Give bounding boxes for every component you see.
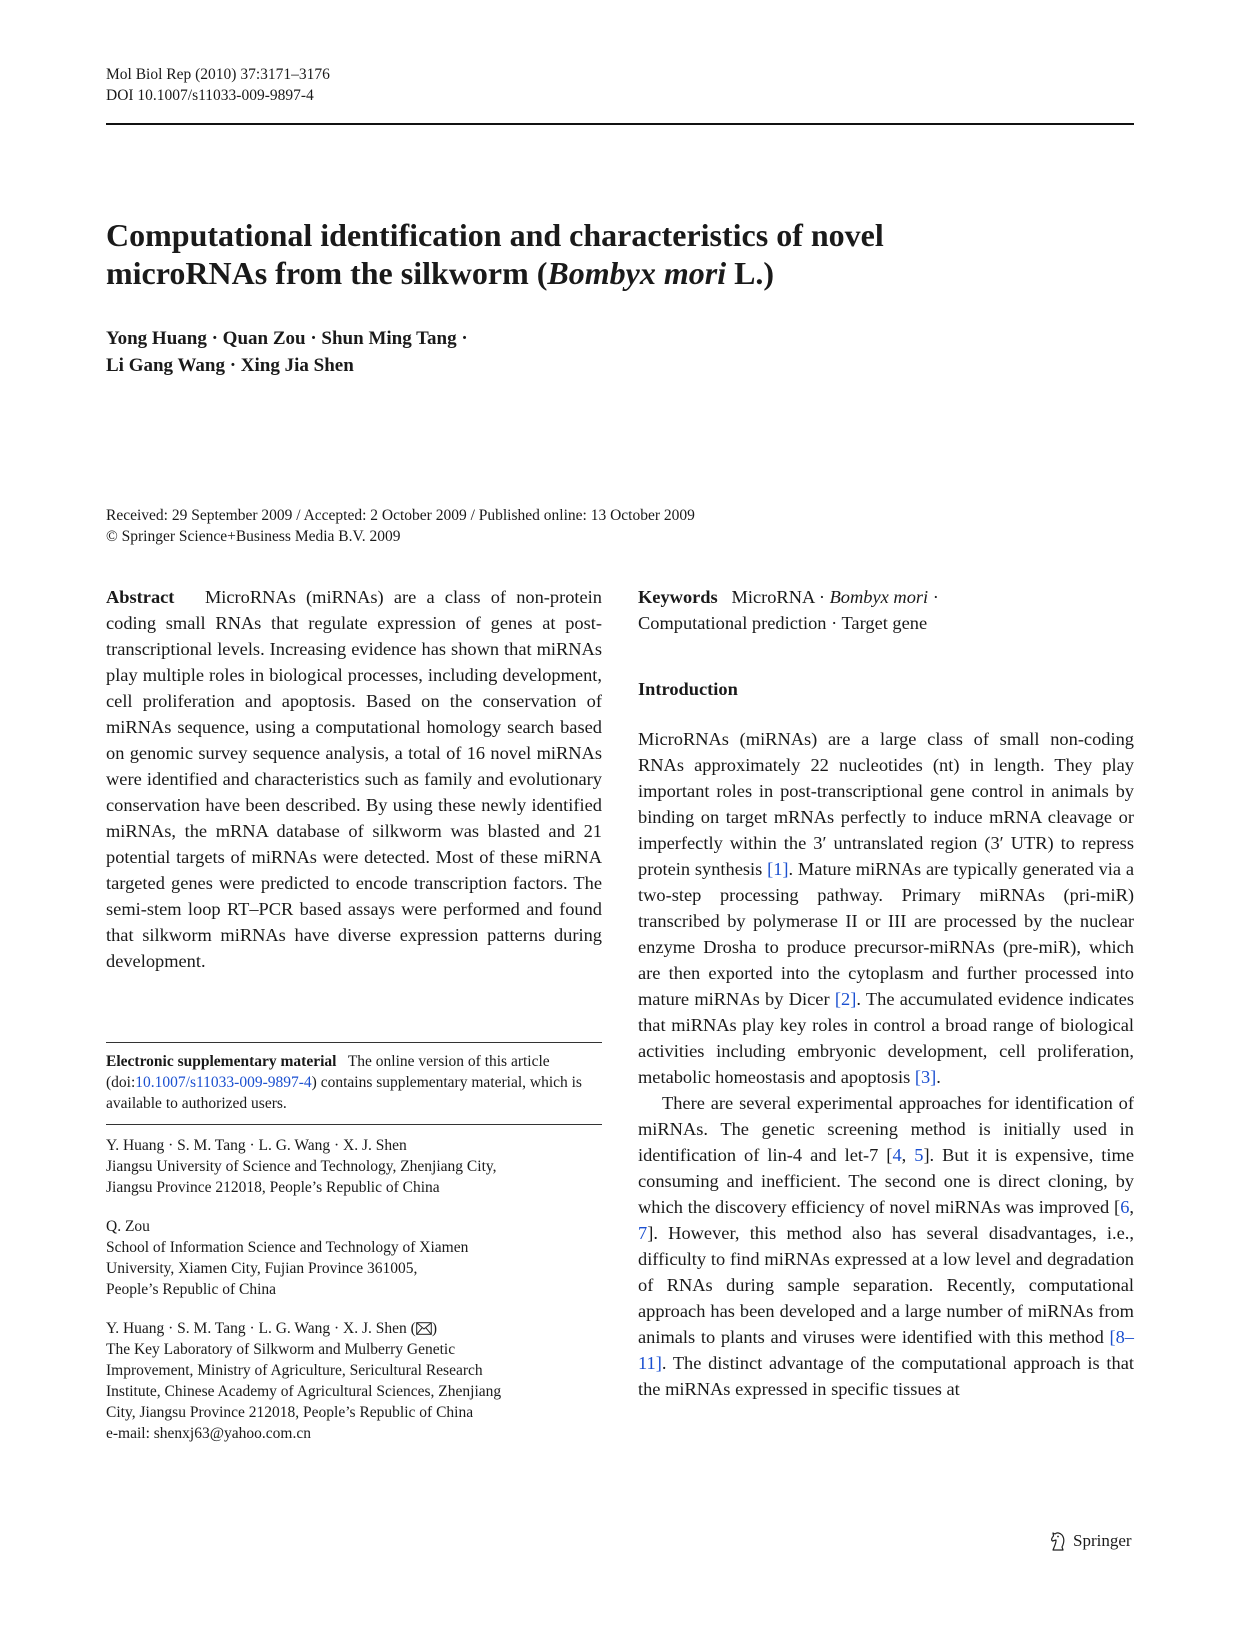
affiliation-2 xyxy=(106,1216,602,1300)
introduction-heading: Introduction xyxy=(638,679,738,699)
keywords: Keywords MicroRNA · Bombyx mori · Computational prediction · Target gene xyxy=(638,587,939,633)
intro-paragraph-1 xyxy=(638,726,1134,1090)
intro-p2-text-3: ]. However, this method also has several disadvantages, i.e., difficulty to find miRNAs expressed at a low level and degradation of RNAs during sample separation. Recently, computational approach has been developed and a large number of miRNAs from animals to plants and viruses were identified with this method xyxy=(638,1223,1134,1347)
intro-paragraph-2 xyxy=(638,1090,1134,1402)
supplementary-note xyxy=(106,1051,602,1114)
corresponding-email[interactable]: e-mail: shenxj63@yahoo.com.cn xyxy=(106,1425,311,1442)
intro-p2-sep-2: , xyxy=(1129,1197,1134,1217)
copyright-notice: © Springer Science+Business Media B.V. 2009 xyxy=(106,528,401,545)
publisher-mark xyxy=(1048,1530,1132,1552)
paper-title xyxy=(106,216,1136,292)
supplementary-text-before: The online version of this article (doi: xyxy=(106,1053,550,1091)
publication-dates xyxy=(106,505,695,547)
affiliation-3-line-4: City, Jiangsu Province 212018, People’s Republic of China xyxy=(106,1404,474,1421)
abstract-text: MicroRNAs (miRNAs) are a class of non-protein coding small RNAs that regulate expression of genes at post-transcriptional levels. Increasing evidence has shown that miRNAs play multiple roles in biological processes, including development, cell proliferation and apoptosis. Based on the conservation of miRNAs sequence, using a computational homology search based on genomic survey sequence analysis, a total of 16 novel miRNAs were identified and characteristics such as family and evolutionary conservation have been described. By using these newly identified miRNAs, the mRNA database of silkworm was blasted and 21 potential targets of miRNAs were detected. Most of these miRNA targeted genes were predicted to encode transcription factors. The semi-stem loop RT–PCR based assays were performed and found that silkworm miRNAs have diverse expression patterns during development. xyxy=(106,587,602,971)
intro-p2-text-1: There are several experimental approaches for identification of miRNAs. The genetic screening method is initially used in identification of lin-4 and let-7 [ xyxy=(638,1093,1134,1165)
received-accepted-published: Received: 29 September 2009 / Accepted: 2 October 2009 / Published online: 13 October 2009 xyxy=(106,507,695,524)
citation-8-11[interactable]: [8–11] xyxy=(638,1327,1134,1373)
title-line-2-prefix: microRNAs from the silkworm ( xyxy=(106,255,548,291)
title-line-2-suffix: L.) xyxy=(726,255,775,291)
affiliation-3-names-row: Y. Huang · S. M. Tang · L. G. Wang · X. J. Shen ( ) xyxy=(106,1320,437,1337)
intro-p1-text-4: . xyxy=(936,1067,941,1087)
affiliation-3-line-2: Improvement, Ministry of Agriculture, Sericultural Research xyxy=(106,1362,483,1379)
affiliation-rule xyxy=(106,1124,602,1125)
springer-knight-icon xyxy=(1048,1530,1068,1552)
journal-citation: Mol Biol Rep (2010) 37:3171–3176 xyxy=(106,66,330,83)
affiliation-3-names: Y. Huang · S. M. Tang · L. G. Wang · X. J. Shen xyxy=(106,1320,407,1337)
affiliation-3-line-3: Institute, Chinese Academy of Agricultural Sciences, Zhenjiang xyxy=(106,1383,502,1400)
keywords-label: Keywords xyxy=(638,587,718,607)
keyword-2: Bombyx mori xyxy=(829,587,929,607)
affiliation-2-line-1: School of Information Science and Technology of Xiamen xyxy=(106,1239,469,1256)
affiliation-1 xyxy=(106,1135,602,1198)
author-list xyxy=(106,325,468,379)
affiliation-2-names: Q. Zou xyxy=(106,1218,150,1235)
keyword-4: Target gene xyxy=(841,613,928,633)
journal-header xyxy=(106,64,330,106)
affiliation-3 xyxy=(106,1318,602,1444)
title-line-1: Computational identification and characteristics of novel xyxy=(106,217,884,253)
publisher-name: Springer xyxy=(1073,1531,1132,1550)
doi-line: DOI 10.1007/s11033-009-9897-4 xyxy=(106,87,314,104)
citation-5[interactable]: 5 xyxy=(914,1145,924,1165)
keyword-3: Computational prediction xyxy=(638,613,827,633)
affiliation-2-line-2: University, Xiamen City, Fujian Province 361005, xyxy=(106,1260,418,1277)
citation-6[interactable]: 6 xyxy=(1120,1197,1130,1217)
affiliation-3-line-1: The Key Laboratory of Silkworm and Mulberry Genetic xyxy=(106,1341,456,1358)
intro-p2-text-2: ]. But it is expensive, time consuming and inefficient. The second one is direct cloning, by which the discovery efficiency of novel miRNAs was improved [ xyxy=(638,1145,1134,1217)
keyword-1: MicroRNA xyxy=(731,587,815,607)
affiliation-1-line-2: Jiangsu Province 212018, People’s Republic of China xyxy=(106,1179,440,1196)
supplementary-text-after: ) contains supplementary material, which is available to authorized users. xyxy=(106,1074,582,1112)
abstract xyxy=(106,584,602,974)
intro-p1-text-1: MicroRNAs (miRNAs) are a large class of small non-coding RNAs approximately 22 nucleotides (nt) in length. They play important roles in post-transcriptional gene control in animals by binding on target mRNAs perfectly to induce mRNA cleavage or imperfectly within the 3′ untranslated region (3′ UTR) to repress protein synthesis xyxy=(638,729,1134,879)
abstract-label: Abstract xyxy=(106,587,175,607)
authors-line-2: Li Gang Wang · Xing Jia Shen xyxy=(106,355,354,376)
citation-2[interactable]: [2] xyxy=(834,989,857,1009)
intro-p2-text-4: . The distinct advantage of the computational approach is that the miRNAs expressed in specific tissues at xyxy=(638,1353,1134,1399)
affiliation-1-line-1: Jiangsu University of Science and Technology, Zhenjiang City, xyxy=(106,1158,497,1175)
intro-p1-text-2: . Mature miRNAs are typically generated via a two-step processing pathway. Primary miRNAs (pri-miR) transcribed by polymerase II or III are processed by the nuclear enzyme Drosha to produce precursor-miRNAs (pre-miR), which are then exported into the cytoplasm and further processed into mature miRNAs by Dicer xyxy=(638,859,1134,1009)
authors-line-1: Yong Huang · Quan Zou · Shun Ming Tang · xyxy=(106,328,468,349)
left-column xyxy=(106,584,602,1444)
title-species: Bombyx mori xyxy=(547,255,727,291)
intro-p2-sep-1: , xyxy=(901,1145,915,1165)
right-column xyxy=(638,584,1134,1402)
affiliation-2-line-3: People’s Republic of China xyxy=(106,1281,277,1298)
citation-4[interactable]: 4 xyxy=(892,1145,902,1165)
affiliation-1-names: Y. Huang · S. M. Tang · L. G. Wang · X. J. Shen xyxy=(106,1137,407,1154)
citation-3[interactable]: [3] xyxy=(914,1067,937,1087)
supplementary-label: Electronic supplementary material xyxy=(106,1053,337,1070)
intro-p1-text-3: . The accumulated evidence indicates that miRNAs play key roles in control a broad range of biological activities including embryonic development, cell proliferation, metabolic homeostasis and apoptosis xyxy=(638,989,1134,1087)
supplementary-doi-link[interactable]: 10.1007/s11033-009-9897-4 xyxy=(135,1074,312,1091)
header-rule xyxy=(106,123,1134,125)
footnote-rule xyxy=(106,1042,602,1043)
citation-1[interactable]: [1] xyxy=(767,859,789,879)
citation-7[interactable]: 7 xyxy=(638,1223,648,1243)
envelope-icon xyxy=(416,1322,432,1335)
